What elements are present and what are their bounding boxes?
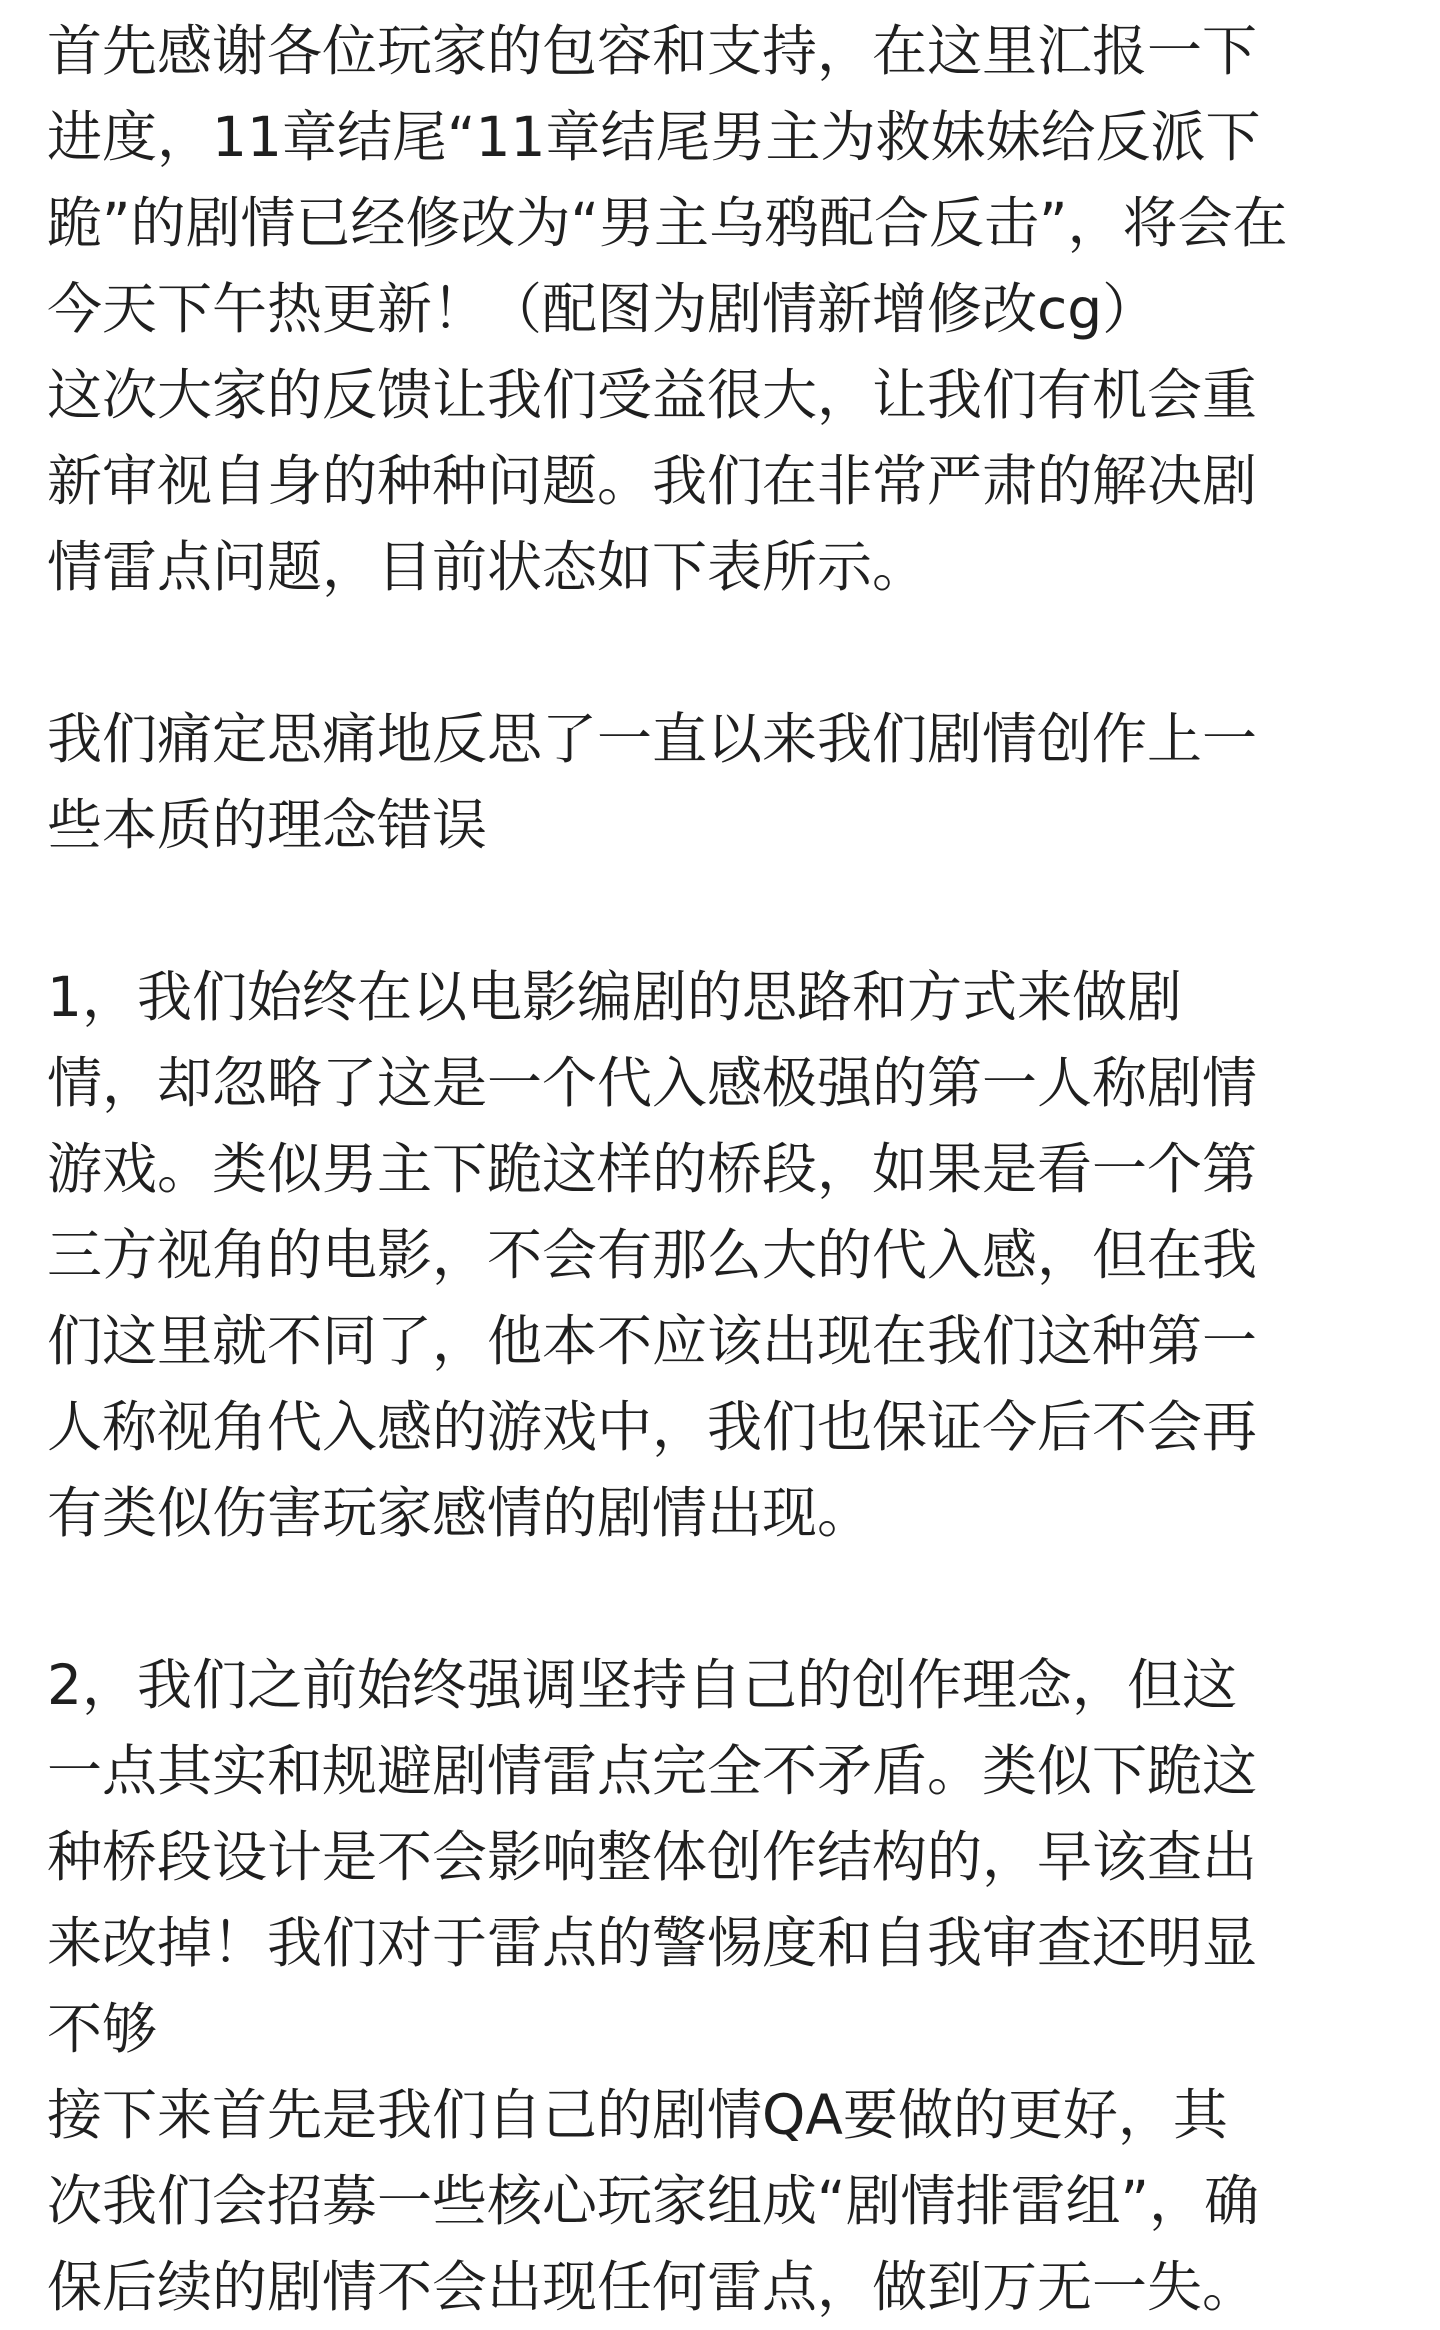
text-line: 们这里就不同了，他本不应该出现在我们这种第一 xyxy=(47,1309,1258,1373)
text-line: 来改掉！我们对于雷点的警惕度和自我审查还明显 xyxy=(47,1911,1258,1975)
text-line: 2，我们之前始终强调坚持自己的创作理念，但这 xyxy=(47,1653,1237,1717)
text-line: 新审视自身的种种问题。我们在非常严肃的解决剧 xyxy=(47,449,1258,513)
text-line: 1，我们始终在以电影编剧的思路和方式来做剧 xyxy=(47,965,1182,1029)
text-line: 次我们会招募一些核心玩家组成“剧情排雷组”，确 xyxy=(47,2169,1259,2233)
text-line: 首先感谢各位玩家的包容和支持，在这里汇报一下 xyxy=(47,19,1258,83)
text-line: 一点其实和规避剧情雷点完全不矛盾。类似下跪这 xyxy=(47,1739,1258,1803)
text-line: 跪”的剧情已经修改为“男主乌鸦配合反击”，将会在 xyxy=(47,191,1288,255)
text-line: 我们痛定思痛地反思了一直以来我们剧情创作上一 xyxy=(47,707,1258,771)
text-line: 进度，11章结尾“11章结尾男主为救妹妹给反派下 xyxy=(47,105,1261,169)
text-line: 情雷点问题，目前状态如下表所示。 xyxy=(47,535,928,599)
text-line: 游戏。类似男主下跪这样的桥段，如果是看一个第 xyxy=(47,1137,1258,1201)
paragraph-spacer xyxy=(47,868,1417,954)
paragraph-spacer xyxy=(47,610,1417,696)
statement-article xyxy=(47,8,1417,2330)
text-line: 些本质的理念错误 xyxy=(47,793,488,857)
paragraph-spacer xyxy=(47,1556,1417,1642)
text-line: 种桥段设计是不会影响整体创作结构的，早该查出 xyxy=(47,1825,1258,1889)
text-line: 情，却忽略了这是一个代入感极强的第一人称剧情 xyxy=(47,1051,1258,1115)
text-line: 有类似伤害玩家感情的剧情出现。 xyxy=(47,1481,873,1545)
text-line: 今天下午热更新！（配图为剧情新增修改cg） xyxy=(47,277,1158,341)
text-line: 三方视角的电影，不会有那么大的代入感，但在我 xyxy=(47,1223,1258,1287)
text-line: 保后续的剧情不会出现任何雷点，做到万无一失。 xyxy=(47,2255,1258,2319)
text-line: 这次大家的反馈让我们受益很大，让我们有机会重 xyxy=(47,363,1258,427)
text-line: 不够 xyxy=(47,1997,158,2061)
text-line: 人称视角代入感的游戏中，我们也保证今后不会再 xyxy=(47,1395,1258,1459)
text-line: 接下来首先是我们自己的剧情QA要做的更好，其 xyxy=(47,2083,1228,2147)
